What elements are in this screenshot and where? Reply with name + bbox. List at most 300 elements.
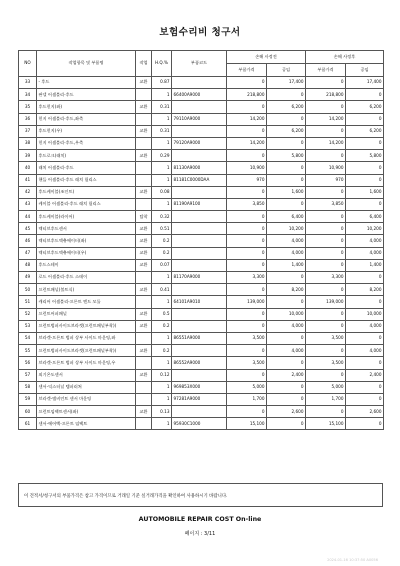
cell-part-code: 66400A9000 <box>172 89 227 101</box>
cell-before-labor: 0 <box>267 381 306 393</box>
table-row <box>19 174 384 186</box>
header-part-code: 부품코드 <box>172 51 227 77</box>
cell-work: 교환 <box>136 125 152 137</box>
cell-before-labor: 4,000 <box>267 247 306 259</box>
cell-hq: 1 <box>152 296 172 308</box>
cell-before-labor: 1,600 <box>267 186 306 198</box>
table-row <box>19 308 384 320</box>
table-row <box>19 381 384 393</box>
cell-before-labor: 6,200 <box>267 101 306 113</box>
cell-work: 교환 <box>136 284 152 296</box>
cell-before-labor: 0 <box>267 89 306 101</box>
table-row <box>19 211 384 223</box>
cell-after-parts-price: 0 <box>306 101 346 113</box>
cell-hq: 1 <box>152 393 172 405</box>
cell-item: 엑티브후드센서 <box>37 223 136 235</box>
header-row-top <box>19 51 384 64</box>
cell-after-labor: 4,000 <box>346 247 384 259</box>
cell-after-parts-price: 0 <box>306 406 346 418</box>
table-row <box>19 272 384 284</box>
cell-part-code: 95930C1000 <box>172 418 227 430</box>
cell-before-labor: 10,200 <box>267 223 306 235</box>
cell-before-parts-price: 970 <box>227 174 267 186</box>
cell-after-labor: 10,000 <box>346 308 384 320</box>
notice-box <box>18 483 383 507</box>
cell-item: 센서-익스터널 템퍼러쳐 <box>37 381 136 393</box>
cell-after-labor: 6,200 <box>346 125 384 137</box>
cell-after-parts-price: 0 <box>306 186 346 198</box>
cell-part-code: 86551A9000 <box>172 332 227 344</box>
cell-after-parts-price: 0 <box>306 125 346 137</box>
cell-hq: 1 <box>152 357 172 369</box>
cell-before-labor: 0 <box>267 357 306 369</box>
cell-part-code: 81181C0000DAA <box>172 174 227 186</box>
cell-before-labor: 0 <box>267 393 306 405</box>
cell-item: 로드 어셈블리-후드 스테이 <box>37 272 136 284</box>
cell-no: 50 <box>19 284 37 296</box>
cell-no: 61 <box>19 418 37 430</box>
cell-work: 교환 <box>136 308 152 320</box>
cell-part-code <box>172 101 227 113</box>
cell-before-parts-price: 0 <box>227 186 267 198</box>
cell-after-labor: 0 <box>346 393 384 405</box>
cell-hq: 0.5 <box>152 308 172 320</box>
cell-item: 후드케이블(조인트) <box>37 186 136 198</box>
table-row <box>19 320 384 332</box>
cell-item: 센서-에어백-프론트 임팩트 <box>37 418 136 430</box>
header-work: 작업 <box>136 51 152 77</box>
cell-work: 교환 <box>136 320 152 332</box>
cell-after-labor: 17,400 <box>346 77 384 89</box>
cell-after-labor: 6,200 <box>346 101 384 113</box>
cell-no: 48 <box>19 259 37 271</box>
cell-hq: 1 <box>152 198 172 210</box>
cell-before-labor: 0 <box>267 162 306 174</box>
cell-before-parts-price: 14,200 <box>227 113 267 125</box>
cell-after-labor: 0 <box>346 272 384 284</box>
cell-work <box>136 357 152 369</box>
cell-no: 58 <box>19 381 37 393</box>
cell-work <box>136 198 152 210</box>
table-row <box>19 186 384 198</box>
cell-part-code: 79110A9000 <box>172 113 227 125</box>
cell-item: 힌지 어셈블리-후드,우측 <box>37 137 136 149</box>
cell-part-code <box>172 211 227 223</box>
cell-work: 교환 <box>136 77 152 89</box>
cell-hq: 0.12 <box>152 369 172 381</box>
cell-before-labor: 0 <box>267 137 306 149</box>
table-row <box>19 113 384 125</box>
cell-part-code: 64101A9010 <box>172 296 227 308</box>
cell-no: 47 <box>19 247 37 259</box>
cell-hq: 0.2 <box>152 235 172 247</box>
table-row <box>19 345 384 357</box>
cell-before-parts-price: 0 <box>227 284 267 296</box>
cell-before-parts-price: 0 <box>227 125 267 137</box>
cell-after-parts-price: 139,000 <box>306 296 346 308</box>
cell-no: 44 <box>19 211 37 223</box>
cell-work <box>136 137 152 149</box>
notice-text: 이 견적서/청구서의 부품가격은 참고 가격이므로 거래일 기준 실거래가격을 확인하여 사용하시기 바랍니다. <box>24 494 228 499</box>
header-no: NO <box>19 51 37 77</box>
cell-work: 교환 <box>136 150 152 162</box>
cell-work <box>136 113 152 125</box>
cell-work <box>136 332 152 344</box>
cell-after-labor: 0 <box>346 113 384 125</box>
cell-before-parts-price: 0 <box>227 247 267 259</box>
cell-hq: 0.13 <box>152 406 172 418</box>
cell-hq: 1 <box>152 332 172 344</box>
cell-after-parts-price: 3,850 <box>306 198 346 210</box>
cell-work <box>136 174 152 186</box>
header-before-labor: 공임 <box>267 64 306 77</box>
cell-after-parts-price: 0 <box>306 77 346 89</box>
cell-after-parts-price: 0 <box>306 247 346 259</box>
cell-no: 59 <box>19 393 37 405</box>
cell-before-parts-price: 0 <box>227 77 267 89</box>
header-after-group: 손해 사정후 <box>306 51 384 64</box>
cell-before-labor: 17,400 <box>267 77 306 89</box>
cell-before-parts-price: 0 <box>227 259 267 271</box>
table-row <box>19 369 384 381</box>
cell-before-parts-price: 3,850 <box>227 198 267 210</box>
cell-item: 캐리어 어셈블리-프론트 엔드 모듈 <box>37 296 136 308</box>
cell-before-labor: 8,200 <box>267 284 306 296</box>
cell-hq: 1 <box>152 162 172 174</box>
cell-hq: 1 <box>152 174 172 186</box>
cell-hq: 0.08 <box>152 186 172 198</box>
table-row <box>19 162 384 174</box>
cell-before-parts-price: 3,300 <box>227 272 267 284</box>
cell-after-labor: 0 <box>346 174 384 186</box>
cell-no: 40 <box>19 162 37 174</box>
cell-after-parts-price: 14,200 <box>306 113 346 125</box>
header-before-parts-price: 부품가격 <box>227 64 267 77</box>
cell-no: 55 <box>19 345 37 357</box>
table-row <box>19 150 384 162</box>
cell-item: 핸들 어셈블리-후드 래치 릴리스 <box>37 174 136 186</box>
cell-hq: 0.51 <box>152 223 172 235</box>
cell-no: 38 <box>19 137 37 149</box>
cell-before-parts-price: 0 <box>227 223 267 235</box>
cell-before-parts-price: 0 <box>227 101 267 113</box>
cell-part-code <box>172 345 227 357</box>
cell-after-parts-price: 1,700 <box>306 393 346 405</box>
cell-before-parts-price: 0 <box>227 235 267 247</box>
cell-no: 46 <box>19 235 37 247</box>
page-indicator: 페이지 : 3/11 <box>184 531 216 537</box>
cell-work <box>136 381 152 393</box>
cell-item: 래치 어셈블리-후드 <box>37 162 136 174</box>
cell-part-code <box>172 259 227 271</box>
cell-before-parts-price: 0 <box>227 211 267 223</box>
cell-no: 49 <box>19 272 37 284</box>
cell-part-code: 81170A9000 <box>172 272 227 284</box>
cell-before-parts-price: 3,500 <box>227 332 267 344</box>
cell-hq: 0.2 <box>152 247 172 259</box>
cell-hq: 1 <box>152 418 172 430</box>
cell-item: 후드힌지(좌) <box>37 101 136 113</box>
cell-after-labor: 2,600 <box>346 406 384 418</box>
header-hq: H.Q.% <box>152 51 172 77</box>
cell-work: 교환 <box>136 369 152 381</box>
table-row <box>19 393 384 405</box>
table-row <box>19 223 384 235</box>
cell-after-parts-price: 15,100 <box>306 418 346 430</box>
cell-after-labor: 5,800 <box>346 150 384 162</box>
table-row <box>19 357 384 369</box>
cell-after-labor: 1,600 <box>346 186 384 198</box>
cell-part-code <box>172 320 227 332</box>
cell-work: 교환 <box>136 247 152 259</box>
cell-after-parts-price: 3,500 <box>306 357 346 369</box>
table-row <box>19 89 384 101</box>
cell-part-code <box>172 150 227 162</box>
cell-item: 엑티브후드액츄에이터(우) <box>37 247 136 259</box>
cell-after-parts-price: 3,300 <box>306 272 346 284</box>
cell-item: 후드로크(래치) <box>37 150 136 162</box>
cell-after-parts-price: 218,800 <box>306 89 346 101</box>
header-item: 작업항목 및 부품명 <box>37 51 136 77</box>
cell-no: 37 <box>19 125 37 137</box>
cell-after-parts-price: 0 <box>306 369 346 381</box>
cell-after-labor: 1,400 <box>346 259 384 271</box>
table-row <box>19 198 384 210</box>
cell-after-labor: 0 <box>346 162 384 174</box>
cell-hq: 1 <box>152 89 172 101</box>
cell-no: 60 <box>19 406 37 418</box>
cell-part-code <box>172 223 227 235</box>
cell-hq: 0.31 <box>152 101 172 113</box>
cell-part-code <box>172 235 227 247</box>
cell-no: 34 <box>19 89 37 101</box>
cell-no: 51 <box>19 296 37 308</box>
cell-item: - 후드 <box>37 77 136 89</box>
table-row <box>19 418 384 430</box>
cell-after-labor: 6,400 <box>346 211 384 223</box>
cell-item: 외기온도센서 <box>37 369 136 381</box>
cell-after-parts-price: 0 <box>306 308 346 320</box>
print-stamp: 2024-01-16 10:37:50 A0056 <box>327 558 378 562</box>
cell-before-parts-price: 0 <box>227 308 267 320</box>
cell-after-parts-price: 10,900 <box>306 162 346 174</box>
cell-hq: 1 <box>152 113 172 125</box>
cell-work: 교환 <box>136 223 152 235</box>
cell-before-parts-price: 0 <box>227 320 267 332</box>
table-row <box>19 125 384 137</box>
cell-no: 53 <box>19 320 37 332</box>
cell-before-labor: 6,200 <box>267 125 306 137</box>
cell-item: 판넬 어셈블리-후드 <box>37 89 136 101</box>
cell-after-parts-price: 0 <box>306 150 346 162</box>
cell-part-code: 97281A9000 <box>172 393 227 405</box>
cell-no: 39 <box>19 150 37 162</box>
cell-part-code <box>172 369 227 381</box>
cell-before-labor: 0 <box>267 198 306 210</box>
cell-part-code <box>172 247 227 259</box>
table-row <box>19 406 384 418</box>
cell-part-code: 969853X000 <box>172 381 227 393</box>
cell-after-parts-price: 0 <box>306 223 346 235</box>
cell-before-labor: 4,000 <box>267 320 306 332</box>
cell-before-labor: 2,600 <box>267 406 306 418</box>
cell-no: 52 <box>19 308 37 320</box>
cell-no: 54 <box>19 332 37 344</box>
cell-item: 엑티브후드액츄에이터(좌) <box>37 235 136 247</box>
cell-hq: 0.2 <box>152 345 172 357</box>
cell-hq: 0.2 <box>152 320 172 332</box>
cell-item: 힌지 어셈블리-후드,좌측 <box>37 113 136 125</box>
cell-after-labor: 10,200 <box>346 223 384 235</box>
cell-before-parts-price: 0 <box>227 369 267 381</box>
cell-item: 후드케이블(라이어) <box>37 211 136 223</box>
cell-work: 교환 <box>136 235 152 247</box>
cell-hq: 1 <box>152 137 172 149</box>
cell-before-labor: 0 <box>267 332 306 344</box>
cell-before-labor: 5,800 <box>267 150 306 162</box>
cell-work <box>136 272 152 284</box>
table-row <box>19 77 384 89</box>
cell-hq: 0.07 <box>152 259 172 271</box>
cell-before-labor: 6,400 <box>267 211 306 223</box>
cell-no: 36 <box>19 113 37 125</box>
cell-after-labor: 4,000 <box>346 320 384 332</box>
table-row <box>19 332 384 344</box>
cell-before-labor: 1,400 <box>267 259 306 271</box>
cell-item: 브라켓-프론트 범퍼 상부 사이드 마운팅,우 <box>37 357 136 369</box>
cell-before-labor: 0 <box>267 174 306 186</box>
cell-no: 45 <box>19 223 37 235</box>
cell-work: 교환 <box>136 406 152 418</box>
cell-part-code: 81130A9000 <box>172 162 227 174</box>
cell-item: 브라켓-프론트 범퍼 상부 사이드 마운팅,좌 <box>37 332 136 344</box>
cell-item: 프런트어퍼패널 <box>37 308 136 320</box>
cell-after-labor: 0 <box>346 137 384 149</box>
cell-no: 41 <box>19 174 37 186</box>
document-title: 보험수리비 청구서 <box>159 27 241 38</box>
cell-before-parts-price: 5,000 <box>227 381 267 393</box>
system-name: AUTOMOBILE REPAIR COST On-line <box>138 516 262 523</box>
cell-hq: 0.31 <box>152 125 172 137</box>
cell-after-labor: 8,200 <box>346 284 384 296</box>
cell-before-parts-price: 3,500 <box>227 357 267 369</box>
cell-item: 프런트범퍼사이드브라켓(프런트패널부착)( <box>37 320 136 332</box>
cell-after-parts-price: 0 <box>306 284 346 296</box>
cell-before-parts-price: 1,700 <box>227 393 267 405</box>
cell-before-labor: 4,000 <box>267 345 306 357</box>
cell-no: 43 <box>19 198 37 210</box>
cell-before-parts-price: 0 <box>227 406 267 418</box>
cell-after-parts-price: 0 <box>306 235 346 247</box>
cell-part-code: 79120A9000 <box>172 137 227 149</box>
cell-work: 교환 <box>136 259 152 271</box>
cell-work: 교환 <box>136 101 152 113</box>
cell-after-labor: 0 <box>346 381 384 393</box>
cell-no: 56 <box>19 357 37 369</box>
cell-before-parts-price: 139,000 <box>227 296 267 308</box>
cell-hq: 0.29 <box>152 150 172 162</box>
table-row <box>19 259 384 271</box>
claim-table <box>18 50 384 430</box>
cell-item: 후드힌지(우) <box>37 125 136 137</box>
cell-part-code: 81190A9100 <box>172 198 227 210</box>
cell-after-labor: 0 <box>346 89 384 101</box>
cell-no: 35 <box>19 101 37 113</box>
cell-before-parts-price: 0 <box>227 345 267 357</box>
cell-no: 57 <box>19 369 37 381</box>
cell-after-labor: 4,000 <box>346 235 384 247</box>
cell-no: 42 <box>19 186 37 198</box>
cell-before-parts-price: 0 <box>227 150 267 162</box>
cell-after-labor: 0 <box>346 418 384 430</box>
cell-after-parts-price: 970 <box>306 174 346 186</box>
table-row <box>19 284 384 296</box>
cell-before-labor: 0 <box>267 113 306 125</box>
cell-after-labor: 0 <box>346 332 384 344</box>
cell-after-labor: 0 <box>346 357 384 369</box>
cell-item: 케이블 어셈블리-후드 래치 릴리스 <box>37 198 136 210</box>
table-row <box>19 137 384 149</box>
cell-after-parts-price: 0 <box>306 211 346 223</box>
cell-after-parts-price: 3,500 <box>306 332 346 344</box>
cell-work: 교환 <box>136 186 152 198</box>
cell-hq: 0.41 <box>152 284 172 296</box>
cell-part-code <box>172 284 227 296</box>
cell-work <box>136 162 152 174</box>
cell-after-parts-price: 5,000 <box>306 381 346 393</box>
cell-part-code: 86552A9000 <box>172 357 227 369</box>
cell-before-labor: 4,000 <box>267 235 306 247</box>
header-after-labor: 공임 <box>346 64 384 77</box>
cell-before-labor: 2,400 <box>267 369 306 381</box>
cell-item: 프런트임팩트센서(좌) <box>37 406 136 418</box>
cell-work: 탈착 <box>136 211 152 223</box>
cell-after-parts-price: 0 <box>306 345 346 357</box>
cell-after-labor: 2,400 <box>346 369 384 381</box>
table-row <box>19 247 384 259</box>
cell-before-parts-price: 10,900 <box>227 162 267 174</box>
header-before-group: 손해 사정전 <box>227 51 306 64</box>
cell-before-parts-price: 15,100 <box>227 418 267 430</box>
cell-part-code <box>172 125 227 137</box>
cell-before-labor: 0 <box>267 296 306 308</box>
cell-before-parts-price: 14,200 <box>227 137 267 149</box>
header-after-parts-price: 부품가격 <box>306 64 346 77</box>
cell-part-code <box>172 77 227 89</box>
cell-before-labor: 0 <box>267 418 306 430</box>
cell-item: 프런트패널(볼트식) <box>37 284 136 296</box>
cell-after-parts-price: 0 <box>306 320 346 332</box>
cell-hq: 1 <box>152 381 172 393</box>
cell-before-parts-price: 218,800 <box>227 89 267 101</box>
cell-work <box>136 296 152 308</box>
cell-work: 교환 <box>136 345 152 357</box>
cell-work <box>136 393 152 405</box>
cell-hq: 0.32 <box>152 211 172 223</box>
cell-after-parts-price: 14,200 <box>306 137 346 149</box>
table-row <box>19 296 384 308</box>
cell-part-code <box>172 406 227 418</box>
cell-work <box>136 418 152 430</box>
cell-work <box>136 89 152 101</box>
cell-no: 33 <box>19 77 37 89</box>
cell-before-labor: 10,000 <box>267 308 306 320</box>
cell-part-code <box>172 186 227 198</box>
cell-item: 프런트범퍼사이드브라켓(프런트패널부착)( <box>37 345 136 357</box>
cell-part-code <box>172 308 227 320</box>
table-row <box>19 101 384 113</box>
cell-hq: 1 <box>152 272 172 284</box>
